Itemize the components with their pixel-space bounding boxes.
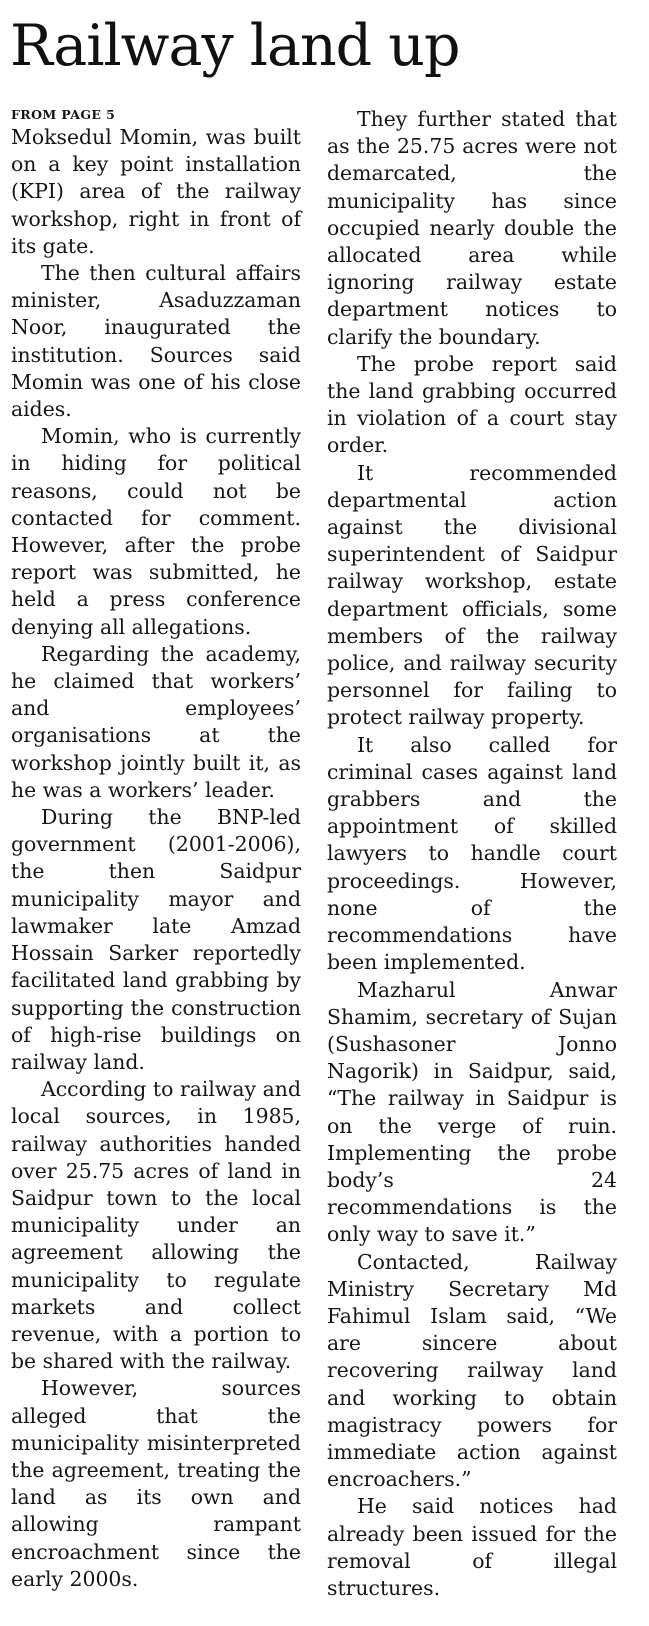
paragraph: Momin, who is currently in hiding for political reasons, could not be contacted for comment. However, after the probe report was submitted, he held a press conference denying all allegations. <box>11 424 301 639</box>
paragraph: Regarding the academy, he claimed that workers’ and employees’ organisations at the workshop jointly built it, as he was a workers’ leader. <box>11 641 301 802</box>
paragraph: The probe report said the land grabbing occurred in violation of a court stay order. <box>327 351 617 458</box>
paragraph: They further stated that as the 25.75 acres were not demarcated, the municipality has since occupied nearly double the allocated area while ignoring railway estate department notices to clarify the boundary. <box>327 107 617 349</box>
paragraph: Mazharul Anwar Shamim, secretary of Sujan (Sushasoner Jonno Nagorik) in Saidpur, said, “The railway in Saidpur is on the verge of ruin. Implementing the probe body’s 24 recommendations is the only way to save it.” <box>327 977 617 1247</box>
paragraph: He said notices had already been issued for the removal of illegal structures. <box>327 1494 617 1600</box>
paragraph: Contacted, Railway Ministry Secretary Md Fahimul Islam said, “We are sincere about recovering railway land and working to obtain magistracy powers for immediate action against encroachers.” <box>327 1249 617 1492</box>
continuation-kicker: FROM PAGE 5 <box>11 107 116 122</box>
paragraph: However, sources alleged that the municipality misinterpreted the agreement, treating the land as its own and allowing rampant encroachment since the early 2000s. <box>11 1376 301 1591</box>
article-headline: Railway land up <box>10 13 460 79</box>
paragraph: It also called for criminal cases against land grabbers and the appointment of skilled lawyers to handle court proceedings. However, none of the recommendations have been implemented. <box>327 732 617 975</box>
article-column-right <box>327 106 617 1602</box>
paragraph: The then cultural affairs minister, Asaduzzaman Noor, inaugurated the institution. Sources said Momin was one of his close aides. <box>11 261 301 422</box>
paragraph: It recommended departmental action against the divisional superintendent of Saidpur railway workshop, estate department officials, some members of the railway police, and railway security personnel for failing to protect railway property. <box>327 460 617 730</box>
paragraph: According to railway and local sources, in 1985, railway authorities handed over 25.75 acres of land in Saidpur town to the local municipality under an agreement allowing the municipality to regulate markets and collect revenue, with a portion to be shared with the railway. <box>11 1077 301 1374</box>
article-column-left <box>11 106 301 1593</box>
paragraph: Moksedul Momin, was built on a key point installation (KPI) area of the railway workshop, right in front of its gate. <box>11 125 301 258</box>
paragraph: During the BNP-led government (2001-2006), the then Saidpur municipality mayor and lawmaker late Amzad Hossain Sarker reportedly facilitated land grabbing by supporting the construction of high-rise buildings on railway land. <box>11 805 301 1074</box>
